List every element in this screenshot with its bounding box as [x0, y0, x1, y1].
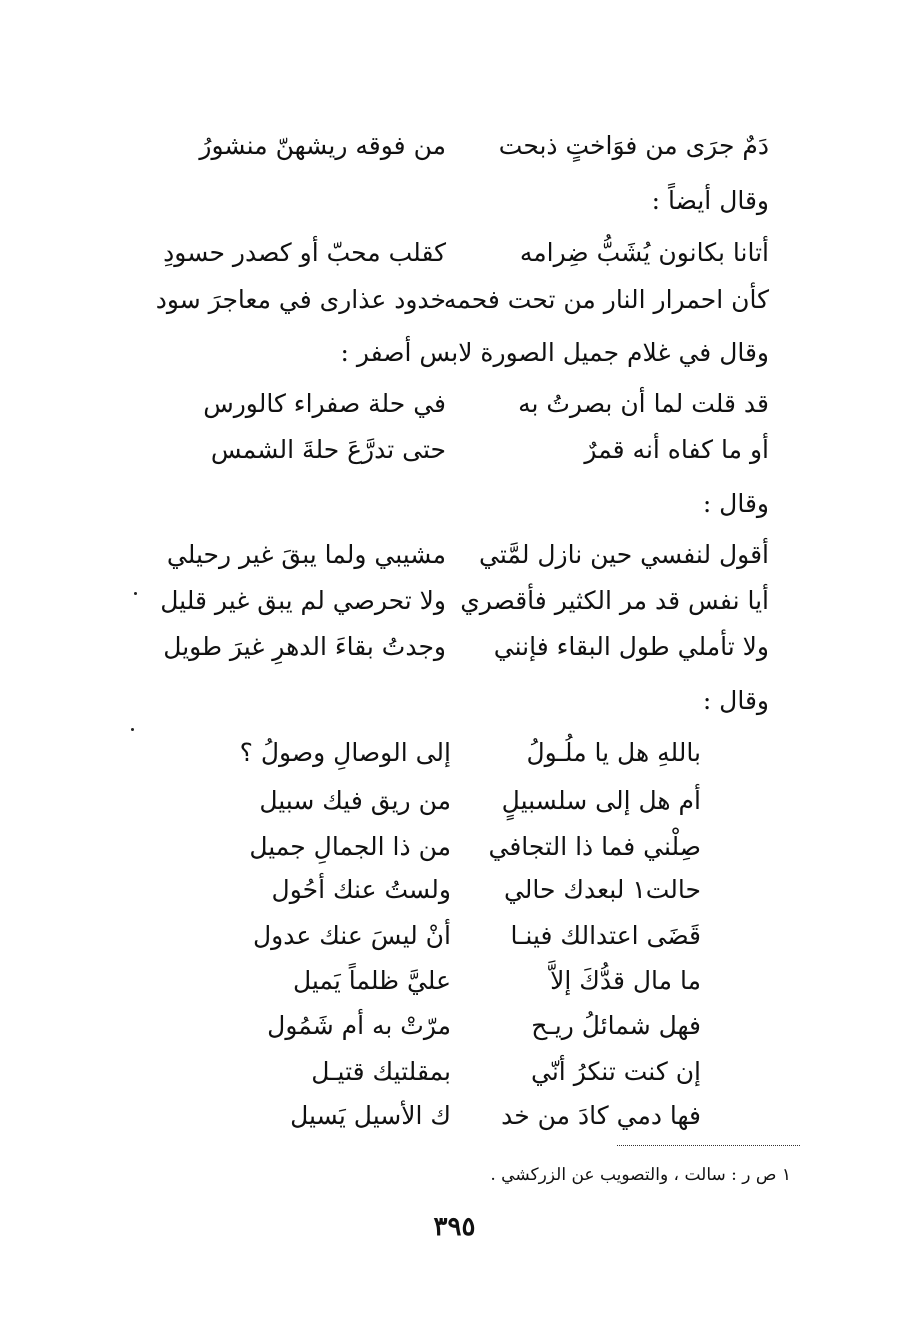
verse-first-hemistich: ما مال قدُّكَ إلاَّ: [550, 966, 701, 995]
verse-second-hemistich: عليَّ ظلماً يَميل: [292, 966, 451, 995]
verse-first-hemistich: قد قلت لما أن بصرتُ به: [518, 389, 769, 418]
verse-first-hemistich: ولا تأملي طول البقاء فإنني: [493, 632, 769, 661]
page-number: ٣٩٥: [433, 1212, 476, 1242]
verse-first-hemistich: أو ما كفاه أنه قمرٌ: [584, 435, 769, 464]
print-speck: [134, 592, 137, 595]
verse-first-hemistich: حالت١ لبعدك حالي: [503, 875, 701, 904]
verse-first-hemistich: دَمٌ جرَى من فوَاختٍ ذبحت: [498, 131, 769, 160]
verse-second-hemistich: ولا تحرصي لم يبق غير قليل: [160, 586, 446, 615]
verse-first-hemistich: فها دمي كادَ من خد: [501, 1101, 701, 1130]
verse-second-hemistich: بمقلتيك قتيـل: [311, 1057, 451, 1086]
verse-first-hemistich: أيا نفس قد مر الكثير فأقصري: [460, 586, 769, 615]
verse-first-hemistich: أقول لنفسي حين نازل لمَّتي: [478, 540, 769, 569]
verse-second-hemistich: من ريق فيك سبيل: [259, 786, 451, 815]
verse-first-hemistich: فهل شمائلُ ريـح: [531, 1011, 701, 1040]
verse-first-hemistich: أتانا بكانون يُشَبُّ ضِرامه: [519, 238, 769, 267]
verse-second-hemistich: خدود عذارى في معاجرَ سود: [155, 285, 446, 314]
verse-second-hemistich: كقلب محبّ أو كصدر حسودِ: [163, 238, 446, 267]
verse-second-hemistich: من فوقه ريشهنّ منشورُ: [199, 131, 446, 160]
verse-second-hemistich: إلى الوصالِ وصولُ ؟: [239, 738, 451, 767]
intro-line: وقال أيضاً :: [651, 186, 769, 215]
verse-second-hemistich: أنْ ليسَ عنك عدول: [253, 921, 451, 950]
verse-first-hemistich: قَضَى اعتدالك فينـا: [510, 921, 701, 950]
intro-line: وقال :: [702, 686, 769, 715]
footnote: ١ ص ر : سالت ، والتصويب عن الزركشي .: [490, 1165, 791, 1185]
verse-first-hemistich: إن كنت تنكرُ أنّي: [531, 1057, 701, 1086]
verse-first-hemistich: صِلْني فما ذا التجافي: [488, 832, 701, 861]
verse-second-hemistich: مرّتْ به أم شَمُول: [267, 1011, 451, 1040]
verse-second-hemistich: ك الأسيل يَسيل: [290, 1101, 451, 1130]
intro-line: وقال :: [702, 489, 769, 518]
verse-second-hemistich: ولستُ عنك أحُول: [271, 875, 451, 904]
verse-first-hemistich: باللهِ هل يا ملُـولُ: [526, 738, 701, 767]
intro-line: وقال في غلام جميل الصورة لابس أصفر :: [340, 338, 769, 367]
verse-first-hemistich: أم هل إلى سلسبيلٍ: [501, 786, 701, 815]
verse-second-hemistich: وجدتُ بقاءَ الدهرِ غيرَ طويل: [163, 632, 446, 661]
verse-second-hemistich: حتى تدرَّعَ حلةَ الشمس: [210, 435, 446, 464]
verse-second-hemistich: مشيبي ولما يبقَ غير رحيلي: [166, 540, 446, 569]
verse-second-hemistich: في حلة صفراء كالورس: [203, 389, 446, 418]
verse-first-hemistich: كأن احمرار النار من تحت فحمه: [443, 285, 769, 314]
verse-second-hemistich: من ذا الجمالِ جميل: [249, 832, 451, 861]
print-speck: [131, 728, 134, 731]
footnote-separator: [617, 1145, 800, 1146]
